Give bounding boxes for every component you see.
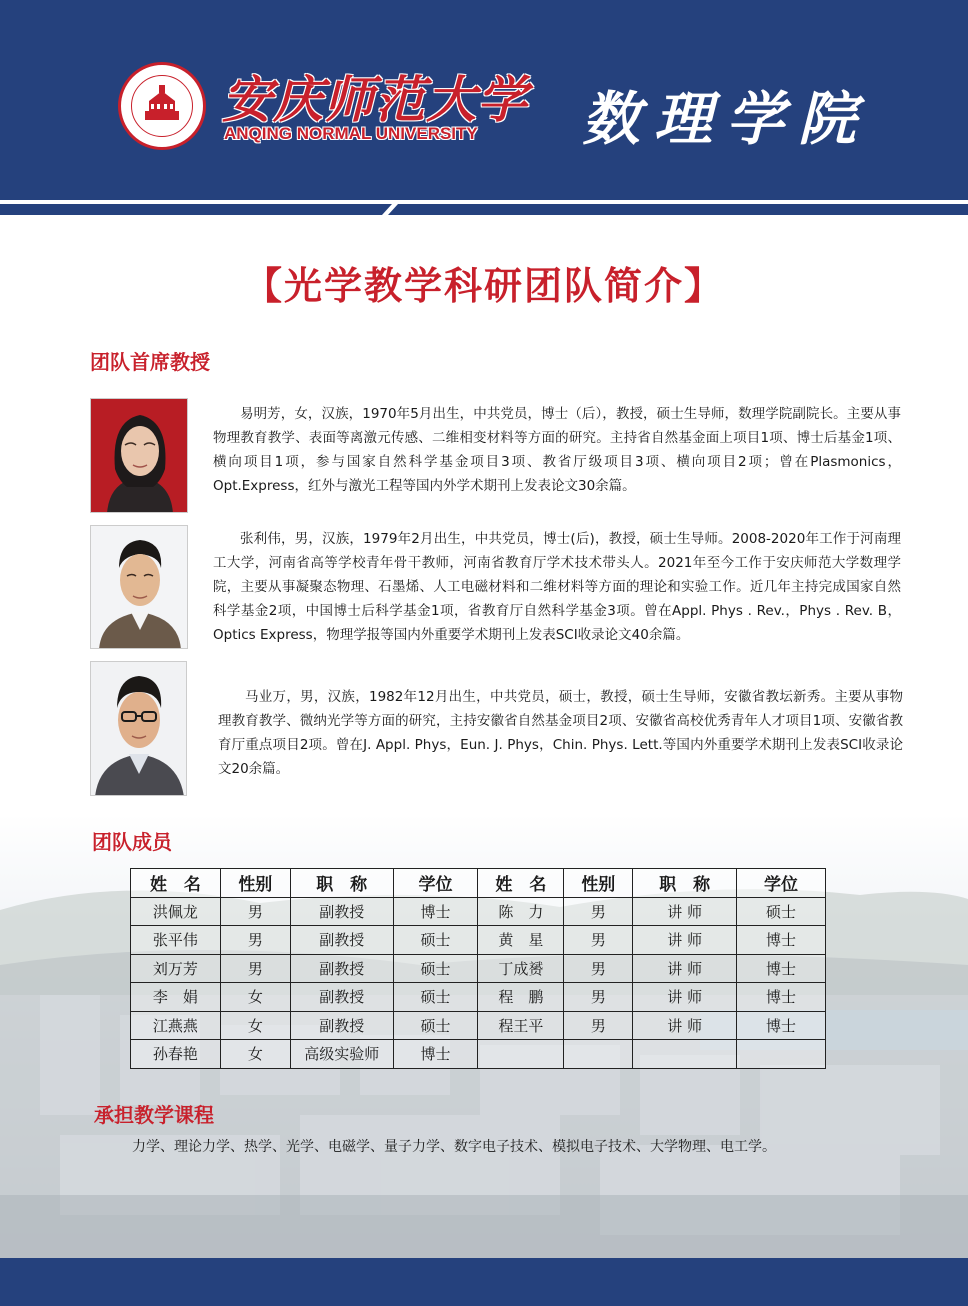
header-banner [0, 0, 968, 200]
professor-photo-2 [90, 525, 188, 649]
table-row [131, 897, 826, 926]
table-cell: 男 [220, 897, 290, 926]
col-header-degree: 学位 [737, 869, 826, 898]
table-cell: 刘万芳 [131, 954, 221, 983]
table-cell: 硕士 [393, 1011, 478, 1040]
table-cell: 讲 师 [633, 1011, 737, 1040]
team-members-heading: 团队成员 [92, 830, 172, 854]
page-title: 【光学教学科研团队简介】 [243, 264, 724, 308]
team-members-table [130, 868, 826, 1069]
table-cell: 黄 星 [478, 926, 564, 955]
table-cell: 讲 师 [633, 926, 737, 955]
table-cell: 男 [564, 926, 633, 955]
table-cell: 高级实验师 [290, 1040, 393, 1069]
professor-bio-2: 张利伟，男，汉族，1979年2月出生，中共党员，博士(后)，教授，硕士生导师。2008-2020年工作于河南理工大学，河南省高等学校青年骨干教师，河南省教育厅学术技术带头人。2021年至今工作于安庆师范大学数理学院，主要从事凝聚态物理、石墨烯、人工电磁材料和二维材料等方面的理论和实验工作。近几年主持完成国家自然科学基金2项，中国博士后科学基金1项，省教育厅自然科学基金3项。曾在Appl. Phys . Rev.，Phys . Rev. B，Optics Express，物理学报等国内外重要学术期刊上发表SCI收录论文40余篇。 [213, 531, 901, 643]
table-row [131, 1011, 826, 1040]
col-header-title: 职 称 [290, 869, 393, 898]
university-name-cn: 安庆师范大学 [222, 70, 528, 129]
header-divider-stripe [0, 204, 968, 215]
table-cell: 硕士 [393, 954, 478, 983]
table-cell: 讲 师 [633, 954, 737, 983]
table-cell [478, 1040, 564, 1069]
university-name-en: ANQING NORMAL UNIVERSITY [224, 124, 478, 143]
professor-photo-1 [90, 398, 188, 513]
table-cell: 女 [220, 1040, 290, 1069]
table-cell: 博士 [737, 1011, 826, 1040]
col-header-gender: 性别 [220, 869, 290, 898]
table-cell: 程王平 [478, 1011, 564, 1040]
table-cell: 男 [564, 897, 633, 926]
table-cell: 丁成赟 [478, 954, 564, 983]
col-header-degree: 学位 [393, 869, 478, 898]
table-row [131, 926, 826, 955]
table-cell: 副教授 [290, 897, 393, 926]
footer-banner [0, 1258, 968, 1306]
professor-bio-1: 易明芳，女，汉族，1970年5月出生，中共党员，博士（后），教授，硕士生导师，数理学院副院长。主要从事物理教育教学、表面等离激元传感、二维相变材料等方面的研究。主持省自然基金面上项目1项、博士后基金1项、横向项目1项，参与国家自然科学基金项目3项、教省厅级项目3项、横向项目2项；曾在Plasmonics，Opt.Express，红外与激光工程等国内外学术期刊上发表论文30余篇。 [213, 406, 901, 494]
table-cell [737, 1040, 826, 1069]
professor-bio-3: 马业万，男，汉族，1982年12月出生，中共党员，硕士，教授，硕士生导师，安徽省教坛新秀。主要从事物理教育教学、微纳光学等方面的研究，主持安徽省自然基金项目2项、安徽省高校优秀青年人才项目1项、安徽省教育厅重点项目2项。曾在J. Appl. Phys，Eun. J. Phys，Chin. Phys. Lett.等国内外重要学术期刊上发表SCI收录论文20余篇。 [218, 689, 903, 777]
college-name: 数理学院 [582, 85, 871, 153]
table-cell: 洪佩龙 [131, 897, 221, 926]
table-row [131, 983, 826, 1012]
table-cell: 博士 [393, 897, 478, 926]
table-cell: 男 [220, 954, 290, 983]
table-cell: 讲 师 [633, 897, 737, 926]
table-cell: 副教授 [290, 926, 393, 955]
table-cell: 孙春艳 [131, 1040, 221, 1069]
table-cell: 博士 [393, 1040, 478, 1069]
table-cell: 陈 力 [478, 897, 564, 926]
col-header-gender: 性别 [564, 869, 633, 898]
table-cell: 男 [564, 954, 633, 983]
chief-professors-heading: 团队首席教授 [90, 350, 210, 374]
table-cell: 副教授 [290, 983, 393, 1012]
table-cell: 男 [564, 983, 633, 1012]
professor-photo-3 [90, 661, 187, 796]
table-cell: 程 鹏 [478, 983, 564, 1012]
table-cell: 博士 [737, 926, 826, 955]
table-header-row [131, 869, 826, 898]
table-cell [633, 1040, 737, 1069]
table-row [131, 1040, 826, 1069]
table-cell: 博士 [737, 954, 826, 983]
table-row [131, 954, 826, 983]
table-cell: 副教授 [290, 1011, 393, 1040]
table-cell: 张平伟 [131, 926, 221, 955]
col-header-title: 职 称 [633, 869, 737, 898]
table-cell: 硕士 [737, 897, 826, 926]
table-cell: 博士 [737, 983, 826, 1012]
courses-heading: 承担教学课程 [94, 1103, 214, 1127]
table-cell: 讲 师 [633, 983, 737, 1012]
table-cell: 副教授 [290, 954, 393, 983]
table-cell: 硕士 [393, 983, 478, 1012]
table-cell: 硕士 [393, 926, 478, 955]
table-cell: 江燕燕 [131, 1011, 221, 1040]
courses-list: 力学、理论力学、热学、光学、电磁学、量子力学、数字电子技术、模拟电子技术、大学物理、电工学。 [132, 1139, 776, 1155]
table-cell: 李 娟 [131, 983, 221, 1012]
university-seal-logo [118, 62, 206, 150]
col-header-name: 姓 名 [131, 869, 221, 898]
table-cell: 女 [220, 983, 290, 1012]
table-cell: 男 [564, 1011, 633, 1040]
table-cell: 女 [220, 1011, 290, 1040]
table-cell: 男 [220, 926, 290, 955]
col-header-name: 姓 名 [478, 869, 564, 898]
table-cell [564, 1040, 633, 1069]
